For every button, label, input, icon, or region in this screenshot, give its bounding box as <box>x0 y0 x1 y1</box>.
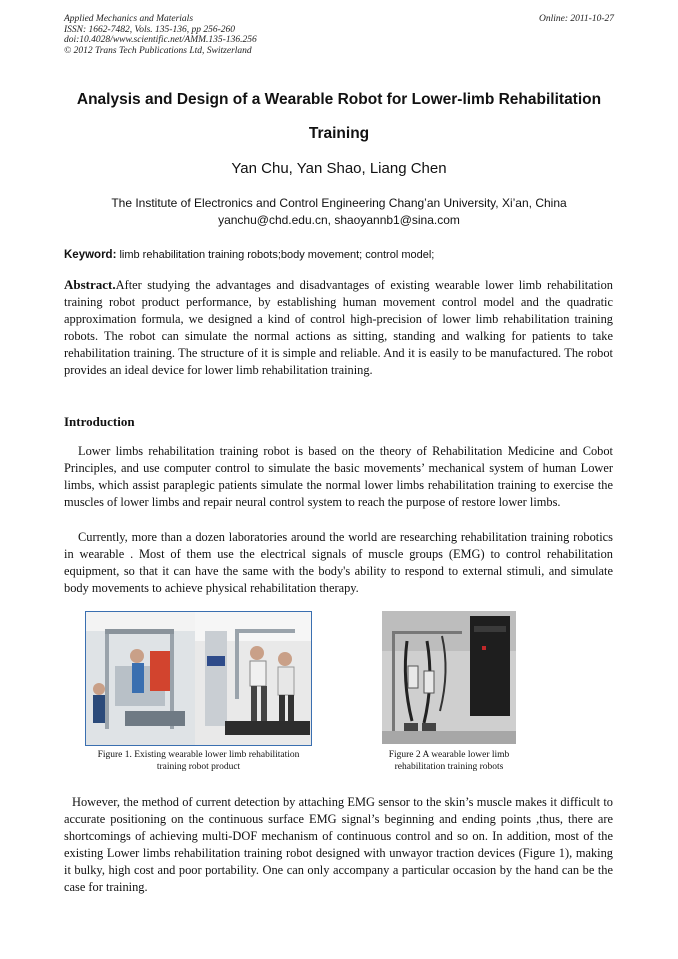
figure-1-caption <box>85 749 312 773</box>
figure-2-photo <box>382 611 516 744</box>
figure-2-image <box>382 611 516 744</box>
figure-1-caption-line-2: training robot product <box>156 762 241 772</box>
journal-header <box>64 14 257 56</box>
figure-1-caption-line-1: Figure 1. Existing wearable lower limb rehabilitation <box>97 750 300 760</box>
figure-2-caption-line-2: rehabilitation training robots <box>394 762 504 772</box>
abstract <box>64 276 613 380</box>
doi-line: doi:10.4028/www.scientific.net/AMM.135-136.256 <box>64 35 257 45</box>
figure-1-photo <box>85 611 312 746</box>
abstract-text: After studying the advantages and disadvantages of existing wearable lower limb rehabilitation training robot product performance, by establishing human movement control model and the quadratic approximation formula, we designed a kind of control high-precision of lower limb rehabilitation training robots. The robot can simulate the normal actions as sitting, standing and walking for patients to take rehabilitation training. The structure of it is simple and reliable. And it is easily to be manufactured. The robot provides an ideal device for lower limb rehabilitation training. <box>64 278 613 378</box>
issn-line: ISSN: 1662-7482, Vols. 135-136, pp 256-260 <box>64 24 235 35</box>
journal-name: Applied Mechanics and Materials <box>64 14 194 24</box>
abstract-label: Abstract. <box>64 277 116 292</box>
paper-title-line-1: Analysis and Design of a Wearable Robot for Lower-limb Rehabilitation <box>76 91 602 108</box>
intro-paragraph-1: Lower limbs rehabilitation training robot is based on the theory of Rehabilitation Medicine and Cobot Principles, and use computer control to simulate the basic movements’ mechanical system of human Lower limbs, which assist paraplegic patients simulate the normal lower limbs rehabilitation training to exercise the muscles of lower limbs and repair neural control system to reach the purpose of restore lower limbs. <box>64 444 613 510</box>
keywords <box>64 249 624 261</box>
copyright-line: © 2012 Trans Tech Publications Ltd, Switzerland <box>64 45 252 56</box>
paper-title-line-2: Training <box>308 125 370 142</box>
online-date: Online: 2011-10-27 <box>538 14 614 24</box>
figure-1-image <box>85 611 312 746</box>
intro-paragraph-2: Currently, more than a dozen laboratories around the world are researching rehabilitation training robotics in wearable . Most of them use the electrical signals of muscle groups (EMG) to control rehabilitation equipment, so that it can have the same with the body's ability to respond to external stimuli, and simulate body movements to achieve physical rehabilitation therapy. <box>64 530 613 596</box>
author-list: Yan Chu, Yan Shao, Liang Chen <box>231 160 447 177</box>
keyword-label: Keyword: <box>64 249 117 261</box>
affiliation: The Institute of Electronics and Control Engineering Chang’an University, Xi’an, China <box>111 196 567 210</box>
introduction-heading: Introduction <box>64 414 135 429</box>
author-emails: yanchu@chd.edu.cn, shaoyannb1@sina.com <box>218 213 460 227</box>
body-paragraph-3: However, the method of current detection by attaching EMG sensor to the skin’s muscle makes it difficult to accurate positioning on the continuous surface EMG signal’s beginning and ending points ,thus, there are shortcomings of achieving multi-DOF mechanism of continuous control and so on. In addition, most of the existing Lower limbs rehabilitation training robot designed with unwayor traction devices (Figure 1), making it bulky, high cost and poor portability. One can only accompany a particular occasion by the hand can be the case for training. <box>64 795 613 895</box>
keyword-text: limb rehabilitation training robots;body movement; control model; <box>116 249 435 261</box>
figure-2-caption-line-1: Figure 2 A wearable lower limb <box>388 750 510 760</box>
figure-2-caption <box>356 749 542 773</box>
